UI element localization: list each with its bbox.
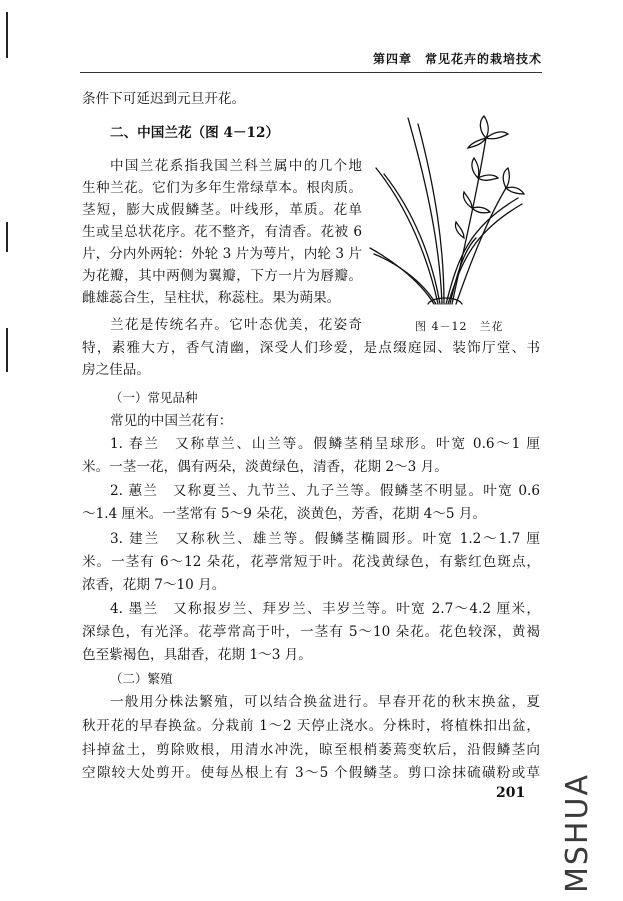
text-line: 条件下可延迟到元旦开花。 xyxy=(82,91,246,107)
section-title: 二、中国兰花（图 4－12） xyxy=(110,125,280,141)
running-header: 第四章 常见花卉的栽培技术 xyxy=(372,52,542,66)
text-line: 特，素雅大方，香气清幽，深受人们珍爱，是点缀庭园、装饰厅堂、书 xyxy=(82,340,540,356)
scan-margin-mark xyxy=(6,222,8,252)
scan-margin-mark xyxy=(6,12,8,58)
orchid-illustration xyxy=(368,108,540,306)
text-line: 秋开花的早春换盆。分栽前 1～2 天停止浇水。分株时，将植株扣出盆， xyxy=(82,718,540,734)
text-line: 为花瓣，其中两侧为翼瓣，下方一片为唇瓣。 xyxy=(82,268,362,284)
text-line: 2. 蕙兰 又称夏兰、九节兰、九子兰等。假鳞茎不明显。叶宽 0.6 xyxy=(110,483,540,499)
text-line: 一般用分株法繁殖，可以结合换盆进行。早春开花的秋末换盆，夏 xyxy=(110,694,540,710)
text-line: 片，分内外两轮：外轮 3 片为萼片，内轮 3 片 xyxy=(82,246,362,262)
text-line: 1. 春兰 又称草兰、山兰等。假鳞茎稍呈球形。叶宽 0.6～1 厘 xyxy=(110,436,540,452)
text-line: 生或呈总状花序。花不整齐，有清香。花被 6 xyxy=(82,224,362,240)
subsection-heading: （二）繁殖 xyxy=(110,671,173,686)
page-number: 201 xyxy=(496,785,526,801)
text-line: 米。一茎有 6～12 朵花，花葶常短于叶。花浅黄绿色，有紫红色斑点， xyxy=(82,554,540,570)
text-line: 雌雄蕊合生，呈柱状，称蕊柱。果为蒴果。 xyxy=(82,290,341,306)
text-line: 中国兰花系指我国兰科兰属中的几个地 xyxy=(110,158,362,174)
text-line: 4. 墨兰 又称报岁兰、拜岁兰、丰岁兰等。叶宽 2.7～4.2 厘米， xyxy=(110,601,540,617)
header-rule xyxy=(80,72,542,73)
watermark: MSHUA xyxy=(560,773,595,893)
text-line: 色至紫褐色，具甜香，花期 1～3 月。 xyxy=(82,647,312,663)
text-line: 浓香，花期 7～10 月。 xyxy=(82,577,226,593)
text-line: 抖掉盆土，剪除败根，用清水冲洗，晾至根梢萎蔫变软后，沿假鳞茎向 xyxy=(82,742,540,758)
figure-caption: 图 4－12 兰花 xyxy=(415,320,504,333)
text-line: 常见的中国兰花有： xyxy=(110,413,233,429)
text-line: 米。一茎一花，偶有两朵，淡黄绿色，清香，花期 2～3 月。 xyxy=(82,459,448,475)
text-line: 3. 建兰 又称秋兰、雄兰等。假鳞茎椭圆形。叶宽 1.2～1.7 厘 xyxy=(110,531,540,547)
text-line: 深绿色，有光泽。花葶常高于叶，一茎有 5～10 朵花。花色较深，黄褐 xyxy=(82,624,540,640)
text-line: ～1.4 厘米。一茎常有 5～9 朵花，淡黄色，芳香，花期 4～5 月。 xyxy=(82,506,487,522)
text-line: 生种兰花。它们为多年生常绿草本。根肉质。 xyxy=(82,180,362,196)
text-line: 房之佳品。 xyxy=(82,362,150,378)
text-line: 空隙较大处剪开。使每丛根上有 3～5 个假鳞茎。剪口涂抹硫磺粉或草 xyxy=(82,765,540,781)
text-line: 茎短，膨大成假鳞茎。叶线形，革质。花单 xyxy=(82,202,362,218)
text-line: 兰花是传统名卉。它叶态优美，花姿奇 xyxy=(110,317,362,333)
scan-margin-mark xyxy=(6,328,8,372)
subsection-heading: （一）常见品种 xyxy=(110,390,198,405)
